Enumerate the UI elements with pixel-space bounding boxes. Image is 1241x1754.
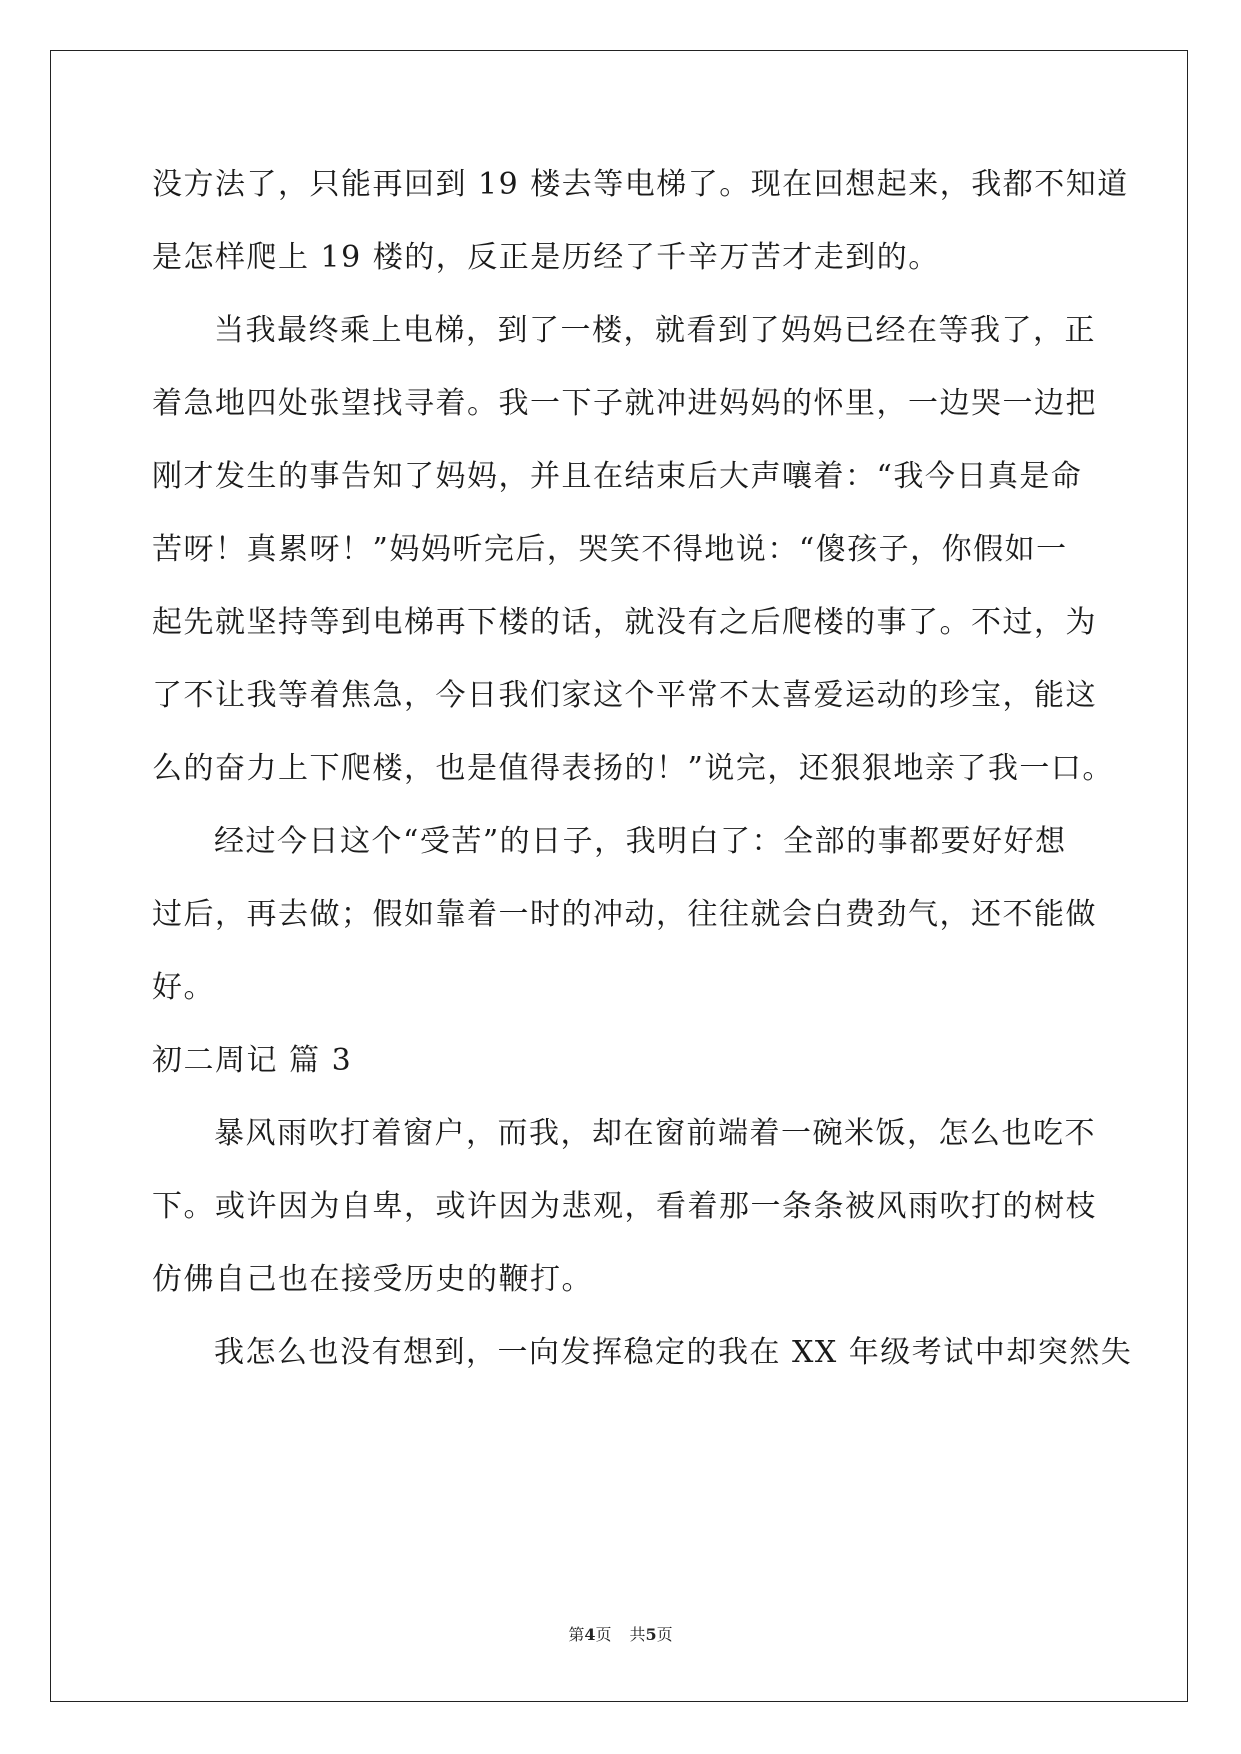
text-line: 过后，再去做；假如靠着一时的冲动，往往就会白费劲气，还不能做 (152, 897, 1097, 932)
section-heading: 初二周记 篇 3 (152, 1043, 353, 1078)
paragraph-start-line: 暴风雨吹打着窗户，而我，却在窗前端着一碗米饭，怎么也吃不 (214, 1116, 1096, 1151)
text-line: 起先就坚持等到电梯再下楼的话，就没有之后爬楼的事了。不过，为 (152, 605, 1097, 640)
total-prefix: 共 (629, 1625, 646, 1644)
page-prefix: 第 (568, 1625, 585, 1644)
text-line: 了不让我等着焦急，今日我们家这个平常不太喜爱运动的珍宝，能这 (152, 678, 1097, 713)
page-border (50, 50, 1188, 1702)
text-line: 下。或许因为自卑，或许因为悲观，看着那一条条被风雨吹打的树枝 (152, 1189, 1097, 1224)
text-line: 没方法了，只能再回到 19 楼去等电梯了。现在回想起来，我都不知道 (152, 167, 1129, 202)
text-line: 是怎样爬上 19 楼的，反正是历经了千辛万苦才走到的。 (152, 240, 940, 275)
page-mid: 页 (595, 1625, 612, 1644)
text-line: 好。 (152, 970, 215, 1005)
total-page-number: 5 (645, 1625, 657, 1644)
page-number-footer (0, 1624, 1241, 1646)
text-line: 么的奋力上下爬楼，也是值得表扬的！”说完，还狠狠地亲了我一口。 (152, 751, 1114, 786)
paragraph-start-line: 经过今日这个“受苦”的日子，我明白了：全部的事都要好好想 (214, 824, 1067, 859)
text-line: 仿佛自己也在接受历史的鞭打。 (152, 1262, 593, 1297)
text-line: 刚才发生的事告知了妈妈，并且在结束后大声嚷着：“我今日真是命 (152, 459, 1083, 494)
paragraph-start-line: 当我最终乘上电梯，到了一楼，就看到了妈妈已经在等我了，正 (214, 313, 1096, 348)
paragraph-start-line: 我怎么也没有想到，一向发挥稳定的我在 XX 年级考试中却突然失 (214, 1335, 1133, 1370)
total-suffix: 页 (656, 1625, 673, 1644)
text-line: 苦呀！真累呀！”妈妈听完后，哭笑不得地说：“傻孩子，你假如一 (152, 532, 1068, 567)
current-page-number: 4 (584, 1625, 596, 1644)
text-line: 着急地四处张望找寻着。我一下子就冲进妈妈的怀里，一边哭一边把 (152, 386, 1097, 421)
